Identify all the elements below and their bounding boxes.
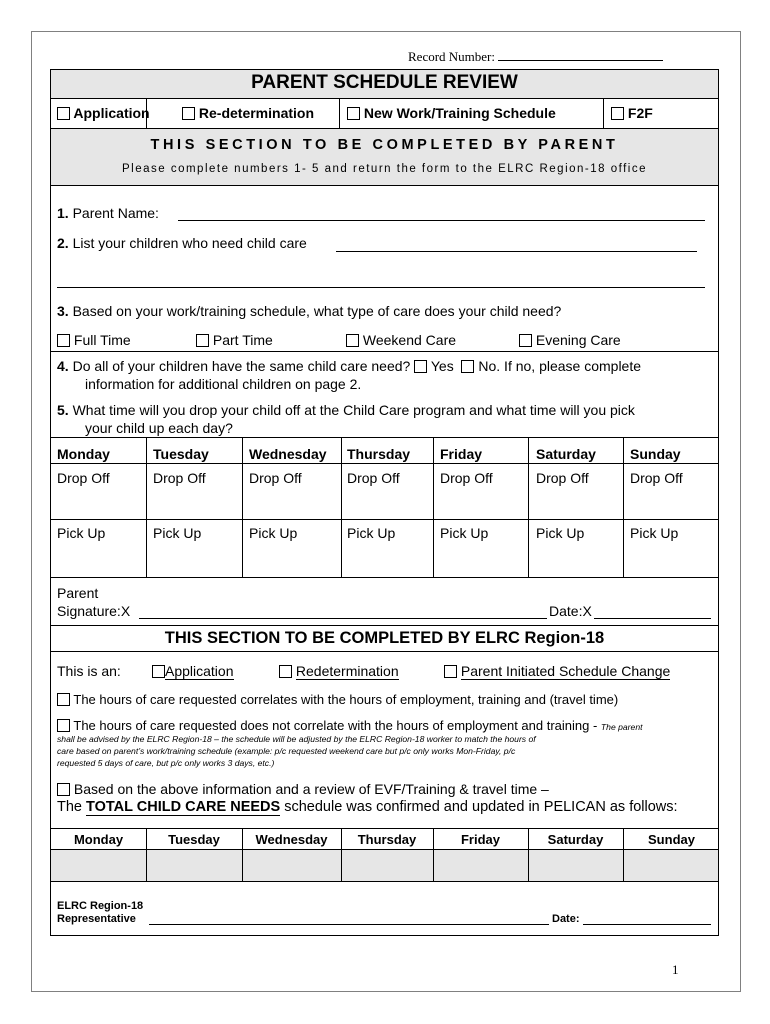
day-header-thursday: Thursday: [347, 446, 411, 462]
redetermination-checkbox[interactable]: [182, 107, 195, 120]
elrc-type-schedule-change[interactable]: [444, 663, 670, 680]
day-header-sunday: Sunday: [630, 446, 681, 462]
evening-care-checkbox[interactable]: [519, 334, 532, 347]
form-title: PARENT SCHEDULE REVIEW: [251, 72, 518, 93]
care-weekend[interactable]: [346, 332, 456, 348]
drop-off-monday[interactable]: Drop Off: [57, 470, 110, 486]
rep-date-field[interactable]: [583, 924, 711, 925]
divider: [603, 98, 604, 128]
elrc-application-checkbox[interactable]: [152, 665, 165, 678]
total-day-monday: Monday: [73, 832, 124, 847]
total-day-wednesday: Wednesday: [255, 832, 328, 847]
divider: [146, 98, 147, 128]
evf-text: Based on the above information and a review of EVF/Training & travel time –: [73, 781, 549, 797]
total-emphasis: TOTAL CHILD CARE NEEDS: [86, 799, 281, 815]
question-4: [57, 358, 641, 374]
children-field-line-2[interactable]: [57, 287, 705, 288]
page-number: 1: [672, 962, 679, 977]
q2-number: 2.: [57, 235, 69, 251]
schedule-review-form: [50, 69, 719, 936]
q5-text: What time will you drop your child off at the Child Care program and what time will you pick: [72, 402, 635, 418]
parent-name-field[interactable]: [178, 220, 705, 221]
parent-section-heading: THIS SECTION TO BE COMPLETED BY PARENT: [150, 137, 619, 153]
rep-date-label: Date:: [552, 913, 580, 925]
evening-care-label: Evening Care: [535, 332, 621, 348]
q3-text: Based on your work/training schedule, what type of care does your child need?: [72, 303, 562, 319]
type-redetermination-label: Re-determination: [198, 105, 315, 121]
day-header-tuesday: Tuesday: [153, 446, 209, 462]
signature-field[interactable]: [139, 618, 547, 619]
q4-yes-label: Yes: [430, 358, 454, 374]
drop-off-saturday[interactable]: Drop Off: [536, 470, 589, 486]
divider: [51, 128, 718, 129]
type-redetermination[interactable]: [182, 105, 314, 121]
type-application[interactable]: [57, 105, 150, 121]
type-new-schedule[interactable]: [347, 105, 556, 121]
q4-continuation: information for additional children on page 2.: [85, 376, 362, 392]
type-f2f[interactable]: [611, 105, 653, 121]
divider: [433, 437, 434, 577]
note-line-3: care based on parent’s work/training schedule (example: p/c requested weekend care but p/c only works Mon-Friday, p/c: [57, 746, 516, 756]
total-day-sunday: Sunday: [648, 832, 695, 847]
divider: [339, 98, 340, 128]
total-suffix: schedule was confirmed and updated in PELICAN as follows:: [284, 799, 678, 815]
record-number-label: Record Number:: [408, 49, 496, 64]
full-time-checkbox[interactable]: [57, 334, 70, 347]
elrc-schedule-change-checkbox[interactable]: [444, 665, 457, 678]
divider: [341, 437, 342, 577]
record-number-field[interactable]: [498, 48, 663, 61]
elrc-type-application[interactable]: [152, 663, 234, 680]
drop-off-thursday[interactable]: Drop Off: [347, 470, 400, 486]
record-number: [408, 48, 663, 65]
not-correlate-text: The hours of care requested does not correlate with the hours of employment and training -: [73, 718, 598, 733]
pick-up-thursday[interactable]: Pick Up: [347, 525, 396, 541]
f2f-checkbox[interactable]: [611, 107, 624, 120]
question-5: [57, 402, 635, 418]
question-1: [57, 205, 159, 221]
q4-yes-checkbox[interactable]: [414, 360, 427, 373]
application-checkbox[interactable]: [57, 107, 70, 120]
pick-up-monday[interactable]: Pick Up: [57, 525, 106, 541]
divider: [51, 519, 718, 520]
rep-signature-field[interactable]: [149, 924, 549, 925]
drop-off-tuesday[interactable]: Drop Off: [153, 470, 206, 486]
elrc-application-label: Application: [165, 663, 234, 679]
q1-number: 1.: [57, 205, 69, 221]
full-time-label: Full Time: [73, 332, 131, 348]
total-day-friday: Friday: [460, 832, 500, 847]
pick-up-wednesday[interactable]: Pick Up: [249, 525, 298, 541]
evf-item[interactable]: [57, 781, 549, 797]
q2-text: List your children who need child care: [72, 235, 307, 251]
total-day-saturday: Saturday: [547, 832, 604, 847]
elrc-schedule-change-label: Parent Initiated Schedule Change: [460, 663, 671, 679]
part-time-checkbox[interactable]: [196, 334, 209, 347]
divider: [51, 828, 718, 829]
correlates-item[interactable]: [57, 692, 618, 707]
q1-text: Parent Name:: [72, 205, 159, 221]
drop-off-wednesday[interactable]: Drop Off: [249, 470, 302, 486]
q5-number: 5.: [57, 402, 69, 418]
divider: [51, 463, 718, 464]
q4-no-label: No. If no, please complete: [478, 358, 642, 374]
total-days-shade: [51, 849, 718, 881]
pick-up-sunday[interactable]: Pick Up: [630, 525, 679, 541]
question-2: [57, 235, 307, 251]
drop-off-sunday[interactable]: Drop Off: [630, 470, 683, 486]
children-field[interactable]: [336, 251, 697, 252]
pick-up-friday[interactable]: Pick Up: [440, 525, 489, 541]
divider: [51, 437, 718, 438]
signature-label: Signature:X: [57, 603, 131, 619]
type-new-schedule-label: New Work/Training Schedule: [363, 105, 556, 121]
q4-no-checkbox[interactable]: [461, 360, 474, 373]
correlates-text: The hours of care requested correlates with the hours of employment, training and (travel time): [73, 692, 619, 707]
question-3: [57, 303, 561, 319]
divider: [51, 98, 718, 99]
care-full-time[interactable]: [57, 332, 131, 348]
not-correlate-checkbox[interactable]: [57, 719, 70, 732]
rep-label-2: Representative: [57, 913, 136, 925]
elrc-redetermination-label: Redetermination: [295, 663, 399, 679]
day-header-monday: Monday: [57, 446, 110, 462]
care-evening[interactable]: [519, 332, 621, 348]
elrc-section-heading: THIS SECTION TO BE COMPLETED BY ELRC Region-18: [164, 629, 605, 647]
note-line-1: The parent: [600, 722, 643, 732]
q5-continuation: your child up each day?: [85, 420, 233, 436]
weekend-care-checkbox[interactable]: [346, 334, 359, 347]
divider: [51, 651, 718, 652]
elrc-type-redetermination[interactable]: [279, 663, 399, 680]
divider: [242, 437, 243, 577]
day-header-friday: Friday: [440, 446, 483, 462]
divider: [51, 849, 718, 850]
divider: [623, 437, 624, 577]
parent-label: Parent: [57, 585, 99, 601]
evf-checkbox[interactable]: [57, 783, 70, 796]
elrc-redetermination-checkbox[interactable]: [279, 665, 292, 678]
signature-date-field[interactable]: [594, 618, 711, 619]
divider: [146, 437, 147, 577]
divider: [51, 351, 718, 352]
total-needs-line: [57, 799, 678, 816]
total-day-thursday: Thursday: [357, 832, 417, 847]
pick-up-saturday[interactable]: Pick Up: [536, 525, 585, 541]
note-line-4: requested 5 days of care, but p/c only works 3 days, etc.): [57, 758, 275, 768]
pick-up-tuesday[interactable]: Pick Up: [153, 525, 202, 541]
correlates-checkbox[interactable]: [57, 693, 70, 706]
day-header-saturday: Saturday: [536, 446, 596, 462]
rep-label-1: ELRC Region-18: [57, 900, 144, 912]
divider: [51, 185, 718, 186]
total-day-tuesday: Tuesday: [168, 832, 220, 847]
type-f2f-label: F2F: [627, 105, 653, 121]
q4-number: 4.: [57, 358, 69, 374]
divider: [51, 625, 718, 626]
note-line-2: shall be advised by the ELRC Region-18 – the schedule will be adjusted by the ELRC Region-18 worker to match the hours of: [57, 734, 536, 744]
divider: [51, 881, 718, 882]
type-application-label: Application: [73, 105, 150, 121]
care-part-time[interactable]: [196, 332, 273, 348]
part-time-label: Part Time: [212, 332, 273, 348]
this-is-an-label: This is an:: [57, 663, 121, 679]
signature-date-label: Date:X: [549, 603, 592, 619]
new-schedule-checkbox[interactable]: [347, 107, 360, 120]
divider: [528, 437, 529, 577]
q4-text: Do all of your children have the same child care need?: [72, 358, 411, 374]
not-correlate-item[interactable]: [57, 718, 643, 733]
q3-number: 3.: [57, 303, 69, 319]
day-header-wednesday: Wednesday: [249, 446, 327, 462]
weekend-care-label: Weekend Care: [362, 332, 457, 348]
drop-off-friday[interactable]: Drop Off: [440, 470, 493, 486]
parent-section-subheading: Please complete numbers 1- 5 and return the form to the ELRC Region-18 office: [121, 163, 648, 175]
divider: [51, 577, 718, 578]
total-prefix: The: [57, 799, 82, 815]
